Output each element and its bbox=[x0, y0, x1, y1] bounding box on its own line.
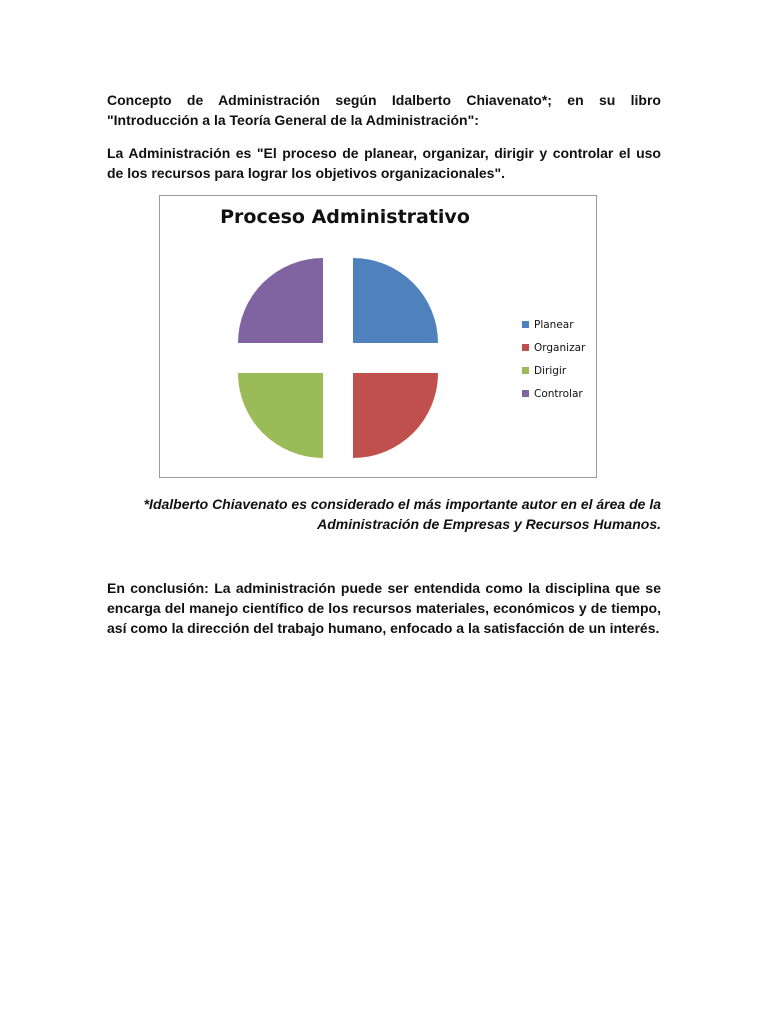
intro-paragraph bbox=[107, 90, 661, 130]
legend-label: Controlar bbox=[534, 387, 583, 400]
legend-swatch bbox=[522, 390, 529, 397]
legend-label: Planear bbox=[534, 318, 574, 331]
legend-label: Organizar bbox=[534, 341, 586, 354]
intro-line-1: Concepto de Administración según Idalberto Chiavenato*; en su libro bbox=[107, 92, 661, 108]
legend-item-organizar bbox=[522, 336, 585, 359]
footnote-line-2: Administración de Empresas y Recursos Humanos. bbox=[317, 516, 661, 532]
chart-title-text: Proceso Administrativo bbox=[220, 206, 470, 228]
intro-line-2: "Introducción a la Teoría General de la Administración": bbox=[107, 112, 479, 128]
pie-slice-planear bbox=[353, 258, 438, 343]
pie-slice-controlar bbox=[238, 258, 323, 343]
pie-slice-organizar bbox=[353, 373, 438, 458]
legend-swatch bbox=[522, 344, 529, 351]
pie-slice-dirigir bbox=[238, 373, 323, 458]
legend-label: Dirigir bbox=[534, 364, 567, 377]
conclusion-paragraph: En conclusión: La administración puede ser entendida como la disciplina que se encarga del manejo científico de los recursos materiales, económicos y de tiempo, así como la dirección del trabajo humano, enfocado a la satisfacción de un interés. bbox=[107, 580, 661, 636]
legend-swatch bbox=[522, 321, 529, 328]
pie-chart bbox=[159, 195, 597, 478]
definition-paragraph: La Administración es "El proceso de planear, organizar, dirigir y controlar el uso de los recursos para lograr los objetivos organizacionales". bbox=[107, 145, 661, 181]
legend-item-controlar bbox=[522, 382, 585, 405]
chart-legend bbox=[522, 313, 585, 405]
legend-item-planear bbox=[522, 313, 585, 336]
footnote bbox=[107, 494, 661, 534]
legend-swatch bbox=[522, 367, 529, 374]
footnote-line-1: *Idalberto Chiavenato es considerado el más importante autor en el área de la bbox=[143, 496, 661, 512]
legend-item-dirigir bbox=[522, 359, 585, 382]
